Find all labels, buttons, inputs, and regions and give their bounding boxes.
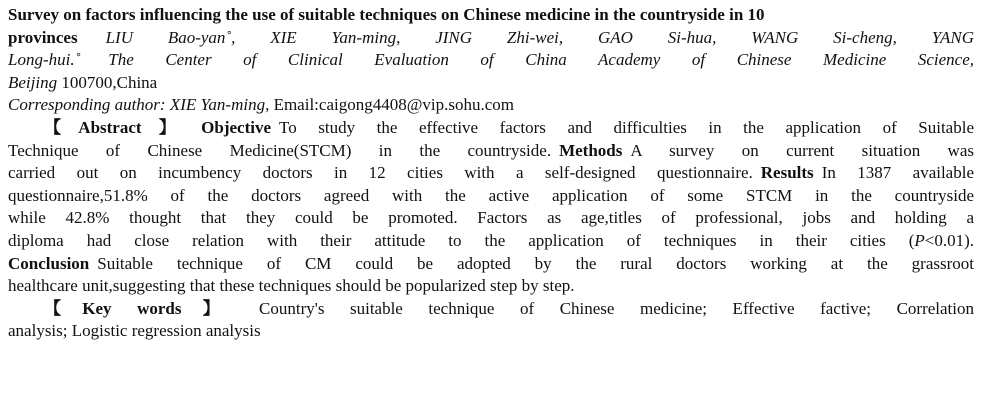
corresponding-author-name: XIE Yan-ming, bbox=[169, 95, 270, 115]
title-authors-line bbox=[8, 27, 974, 50]
keywords-line-2 bbox=[8, 320, 974, 343]
objective-text-cont: Technique of Chinese Medicine(STCM) in the countryside. bbox=[8, 140, 552, 160]
objective-label: Objective bbox=[201, 117, 272, 137]
conclusion-label: Conclusion bbox=[8, 253, 90, 273]
results-text-cont-3: diploma had close relation with their attitude to the application of techniques in their cities ( bbox=[8, 230, 915, 250]
paper-abstract-page bbox=[8, 4, 974, 343]
results-label: Results bbox=[760, 163, 814, 183]
abstract-line-5 bbox=[8, 207, 974, 230]
abstract-line-6 bbox=[8, 230, 974, 253]
author-list: LIU Bao-yan˚, XIE Yan-ming, JING Zhi-wei, GAO Si-hua, WANG Si-cheng, YANG bbox=[105, 27, 974, 47]
location-line bbox=[8, 72, 974, 95]
conclusion-text: Suitable technique of CM could be adopted by the rural doctors working at the grassroot bbox=[97, 253, 974, 273]
abstract-line-7 bbox=[8, 253, 974, 276]
abstract-label: 【Abstract】 bbox=[44, 117, 194, 137]
authors-affiliation-line bbox=[8, 49, 974, 72]
abstract-line-2 bbox=[8, 140, 974, 163]
results-text-cont-1: questionnaire,51.8% of the doctors agreed with the active application of some STCM in the countryside bbox=[8, 185, 974, 205]
abstract-line-8 bbox=[8, 275, 974, 298]
title-line-1 bbox=[8, 4, 974, 27]
conclusion-text-cont: healthcare unit,suggesting that these techniques should be popularized step by step. bbox=[8, 276, 575, 296]
affiliation: The Center of Clinical Evaluation of China Academy of Chinese Medicine Science, bbox=[108, 50, 974, 70]
methods-text-cont: carried out on incumbency doctors in 12 cities with a self-designed questionnaire. bbox=[8, 163, 753, 183]
paper-title: Survey on factors influencing the use of suitable techniques on Chinese medicine in the countryside in 10 bbox=[8, 5, 765, 24]
methods-label: Methods bbox=[559, 140, 623, 160]
email-label: Email: bbox=[273, 95, 319, 115]
corresponding-author-label: Corresponding author: bbox=[8, 95, 166, 115]
objective-text: To study the effective factors and difficulties in the application of Suitable bbox=[279, 117, 974, 137]
methods-text: A survey on current situation was bbox=[630, 140, 974, 160]
postcode-country: 100700,China bbox=[61, 72, 158, 92]
results-text: In 1387 available bbox=[821, 163, 975, 183]
paper-title-end: provinces bbox=[8, 27, 78, 47]
author-last-name: Long-hui.˚ bbox=[8, 50, 81, 70]
city: Beijing bbox=[8, 72, 58, 92]
results-text-cont-2: while 42.8% thought that they could be promoted. Factors as age,titles of professional, jobs and holding a bbox=[8, 208, 974, 228]
keywords-text-cont: analysis; Logistic regression analysis bbox=[8, 321, 261, 341]
p-value-symbol: P bbox=[914, 230, 925, 250]
keywords-line-1 bbox=[8, 298, 974, 321]
correspondence-line bbox=[8, 94, 974, 117]
abstract-line-1 bbox=[8, 117, 974, 140]
keywords-label: 【Key words】 bbox=[44, 298, 242, 318]
keywords-text: Country's suitable technique of Chinese medicine; Effective factive; Correlation bbox=[259, 298, 974, 318]
abstract-line-4 bbox=[8, 185, 974, 208]
p-value: <0.01). bbox=[924, 230, 974, 250]
email-address: caigong4408@vip.sohu.com bbox=[318, 95, 514, 115]
abstract-line-3 bbox=[8, 162, 974, 185]
